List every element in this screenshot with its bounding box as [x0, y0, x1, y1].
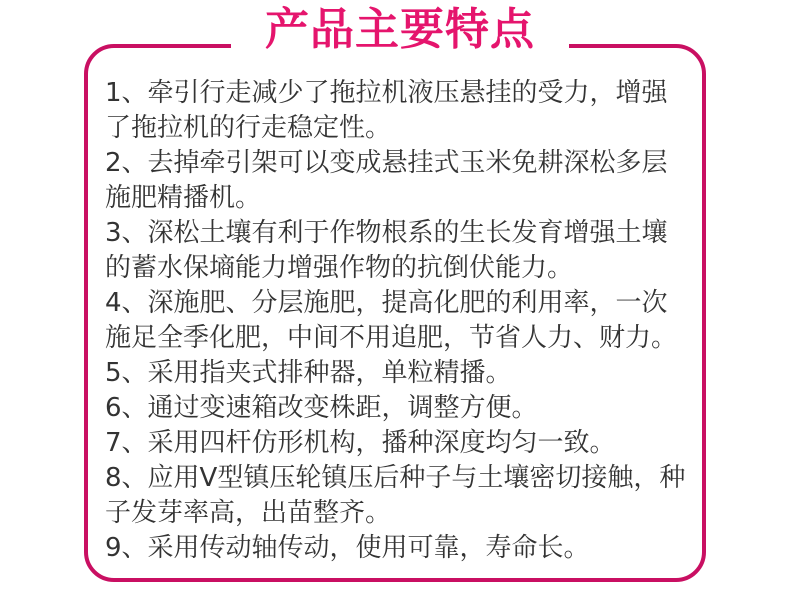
feature-item: 1、牵引行走减少了拖拉机液压悬挂的受力，增强了拖拉机的行走稳定性。: [105, 78, 668, 143]
feature-item: 6、通过变速箱改变株距，调整方便。: [105, 393, 538, 423]
page-title: 产品主要特点: [231, 4, 569, 56]
feature-item: 9、采用传动轴传动，使用可靠，寿命长。: [105, 533, 590, 563]
feature-item: 4、深施肥、分层施肥，提高化肥的利用率，一次施足全季化肥，中间不用追肥，节省人力、财力。: [105, 288, 678, 353]
feature-item: 2、去掉牵引架可以变成悬挂式玉米免耕深松多层施肥精播机。: [105, 148, 668, 213]
feature-item: 8、应用V型镇压轮镇压后种子与土壤密切接触，种子发芽率高，出苗整齐。: [105, 463, 686, 528]
feature-item: 5、采用指夹式排种器，单粒精播。: [105, 358, 512, 388]
feature-item: 7、采用四杆仿形机构，播种深度均匀一致。: [105, 428, 616, 458]
feature-list: [105, 76, 693, 566]
feature-item: 3、深松土壤有利于作物根系的生长发育增强土壤的蓄水保墒能力增强作物的抗倒伏能力。: [105, 218, 668, 283]
